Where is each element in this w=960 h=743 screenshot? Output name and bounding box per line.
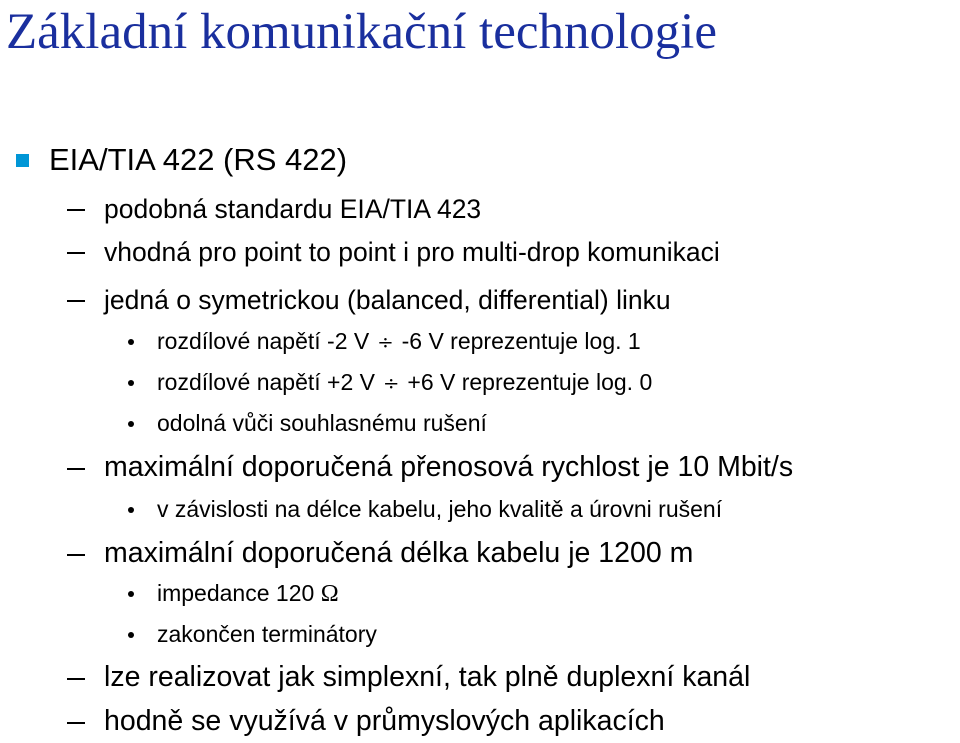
- bullet-text-part: rozdílové napětí +2 V: [157, 369, 376, 395]
- dot-bullet-icon: [128, 339, 134, 345]
- bullet-text: EIA/TIA 422 (RS 422): [49, 142, 348, 177]
- bullet-text: zakončen terminátory: [157, 621, 377, 647]
- dot-bullet-icon: [128, 632, 134, 638]
- bullet-text-part: +6 V reprezentuje log. 0: [407, 369, 653, 395]
- dot-bullet-icon: [128, 591, 134, 597]
- dash-bullet-icon: [67, 252, 85, 254]
- bullet-text: maximální doporučená délka kabelu je 1200 m: [104, 537, 694, 569]
- bullet-text: v závislosti na délce kabelu, jeho kvalitě a úrovni rušení: [157, 496, 723, 522]
- dash-bullet-icon: [67, 554, 85, 556]
- dot-bullet-icon: [128, 507, 134, 513]
- bullet-text-part: -6 V reprezentuje log. 1: [401, 328, 641, 354]
- bullet-text: [157, 328, 641, 355]
- bullet-text-part: rozdílové napětí -2 V: [157, 328, 370, 354]
- division-symbol: ÷: [377, 331, 394, 354]
- bullet-text: hodně se využívá v průmyslových aplikacích: [104, 705, 665, 737]
- division-symbol: ÷: [383, 372, 400, 395]
- bullet-text: [157, 369, 652, 396]
- bullet-text: maximální doporučená přenosová rychlost je 10 Mbit/s: [104, 451, 794, 483]
- bullet-text: lze realizovat jak simplexní, tak plně duplexní kanál: [104, 661, 751, 693]
- dash-bullet-icon: [67, 678, 85, 680]
- dash-bullet-icon: [67, 209, 85, 211]
- dot-bullet-icon: [128, 380, 134, 386]
- bullet-text: vhodná pro point to point i pro multi-drop komunikaci: [104, 237, 720, 267]
- dash-bullet-icon: [67, 300, 85, 302]
- dash-bullet-icon: [67, 722, 85, 724]
- bullet-text: [157, 580, 339, 608]
- dot-bullet-icon: [128, 421, 134, 427]
- bullet-text: odolná vůči souhlasnému rušení: [157, 410, 487, 436]
- dash-bullet-icon: [67, 468, 85, 470]
- slide-title: Základní komunikační technologie: [6, 4, 717, 60]
- ohm-symbol: Ω: [320, 580, 339, 607]
- square-bullet-icon: [16, 154, 29, 167]
- bullet-text: podobná standardu EIA/TIA 423: [104, 194, 482, 224]
- bullet-text-part: impedance 120: [157, 580, 321, 606]
- bullet-text: jedná o symetrickou (balanced, differential) linku: [104, 285, 671, 315]
